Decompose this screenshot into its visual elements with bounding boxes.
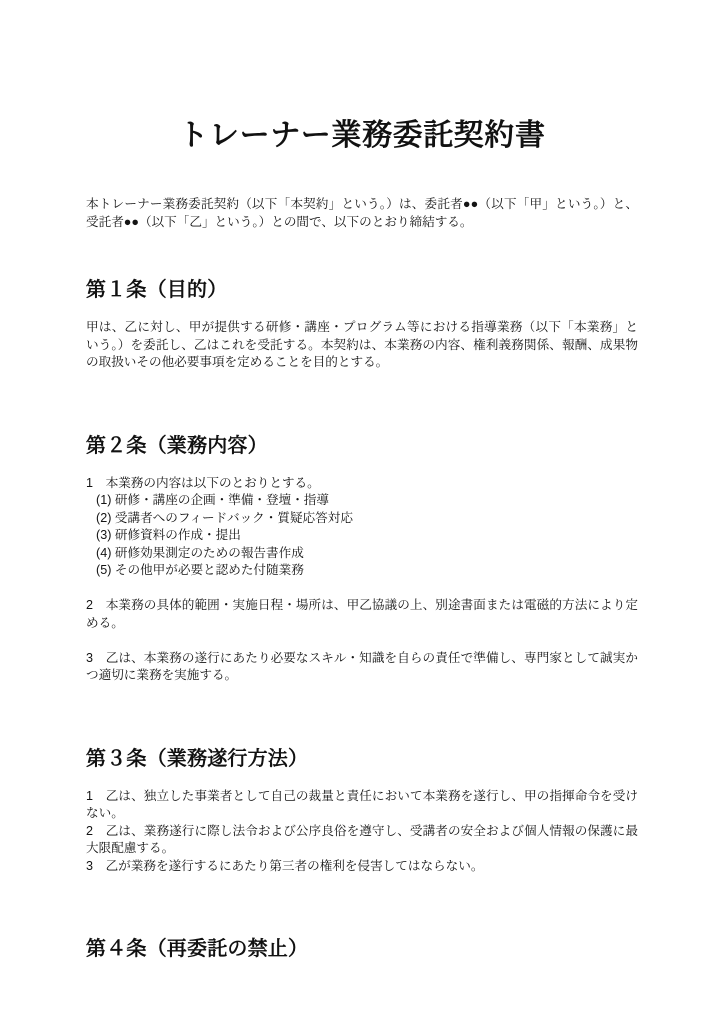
article-2-body <box>86 459 638 685</box>
article-2-item-1: 1 本業務の内容は以下のとおりとする。 <box>86 475 320 490</box>
article-2-subitem-2: (2) 受講者へのフィードバック・質疑応答対応 <box>96 510 353 525</box>
article-2-sublist <box>86 492 638 580</box>
article-2-item-2: 2 本業務の具体的範囲・実施日程・場所は、甲乙協議の上、別途書面または電磁的方法により定める。 <box>86 598 638 630</box>
article-2 <box>86 372 638 685</box>
intro-paragraph: 本トレーナー業務委託契約（以下「本契約」という。）は、委託者●●（以下「甲」という。）と、受託者●●（以下「乙」という。）との間で、以下のとおり締結する。 <box>86 197 638 229</box>
article-2-subitem-1: (1) 研修・講座の企画・準備・登壇・指導 <box>96 493 329 507</box>
article-3-heading: 第３条（業務遂行方法） <box>86 747 309 770</box>
article-3 <box>86 685 638 876</box>
article-1-body <box>86 303 638 372</box>
article-3-item-1: 1 乙は、独立した事業者として自己の裁量と責任において本業務を遂行し、甲の指揮命令を受けない。 <box>86 788 638 820</box>
page-title: トレーナー業務委託契約書 <box>178 119 546 152</box>
article-2-heading: 第２条（業務内容） <box>86 434 268 457</box>
article-2-subitem-3: (3) 研修資料の作成・提出 <box>96 528 241 542</box>
article-2-item-3: 3 乙は、本業務の遂行にあたり必要なスキル・知識を自らの責任で準備し、専門家として誠実かつ適切に業務を実施する。 <box>86 650 638 682</box>
article-1-heading: 第１条（目的） <box>86 279 228 301</box>
article-2-subitem-5: (5) その他甲が必要と認めた付随業務 <box>96 563 304 577</box>
article-3-body <box>86 772 638 876</box>
article-4-heading: 第４条（再委託の禁止） <box>86 938 309 960</box>
article-3-item-2: 2 乙は、業務遂行に際し法令および公序良俗を遵守し、受講者の安全および個人情報の保護に最大限配慮する。 <box>86 823 638 855</box>
article-1-paragraph-1: 甲は、乙に対し、甲が提供する研修・講座・プログラム等における指導業務（以下「本業務」という。）を委託し、乙はこれを受託する。本契約は、本業務の内容、権利義務関係、報酬、成果物の取扱いその他必要事項を定めることを目的とする。 <box>86 320 638 369</box>
document-content <box>86 0 638 962</box>
article-4 <box>86 875 638 962</box>
article-3-item-3: 3 乙が業務を遂行するにあたり第三者の権利を侵害してはならない。 <box>86 858 484 873</box>
article-1 <box>86 231 638 372</box>
article-2-subitem-4: (4) 研修効果測定のための報告書作成 <box>96 545 304 560</box>
